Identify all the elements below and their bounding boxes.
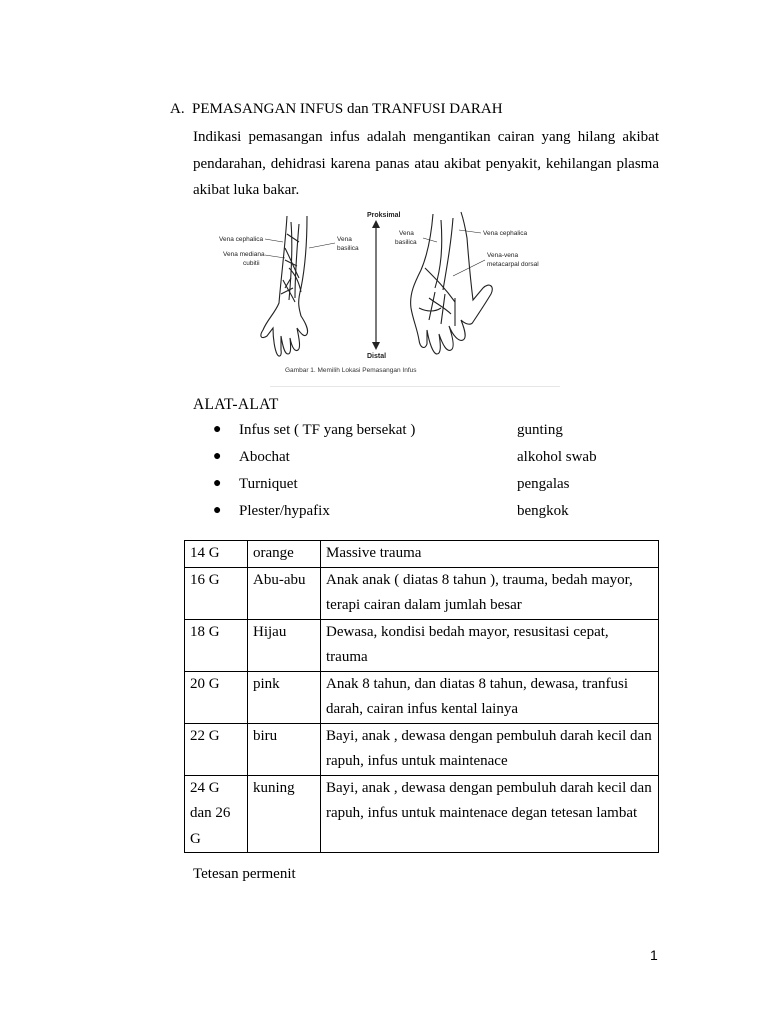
gauge-color-cell: orange bbox=[248, 541, 321, 568]
gauge-color-cell: Hijau bbox=[248, 619, 321, 671]
gauge-color-cell: Abu-abu bbox=[248, 567, 321, 619]
gauge-table bbox=[184, 540, 659, 853]
left-arm-drawing bbox=[261, 216, 308, 356]
list-item bbox=[213, 418, 673, 445]
gauge-use-cell: Anak anak ( diatas 8 tahun ), trauma, bedah mayor, terapi cairan dalam jumlah besar bbox=[321, 567, 659, 619]
tool-name-secondary: bengkok bbox=[517, 503, 569, 519]
gauge-size-cell: 22 G bbox=[185, 723, 248, 775]
drip-rate-heading: Tetesan permenit bbox=[193, 866, 296, 882]
label-metacarpal-dorsal-right: metacarpal dorsal bbox=[487, 261, 539, 268]
list-item bbox=[213, 472, 673, 499]
table-row bbox=[185, 619, 659, 671]
tools-list bbox=[213, 418, 673, 526]
gauge-use-cell: Dewasa, kondisi bedah mayor, resusitasi cepat, trauma bbox=[321, 619, 659, 671]
right-hand-drawing bbox=[411, 212, 493, 354]
label-vena-basilica-right-1: Vena bbox=[399, 230, 414, 237]
gauge-color-cell: pink bbox=[248, 671, 321, 723]
gauge-color-cell: biru bbox=[248, 723, 321, 775]
table-row bbox=[185, 567, 659, 619]
tool-name-secondary: alkohol swab bbox=[517, 449, 597, 465]
table-row bbox=[185, 723, 659, 775]
figure-caption: Gambar 1. Memilih Lokasi Pemasangan Infus bbox=[285, 367, 417, 374]
tool-name-secondary: gunting bbox=[517, 422, 563, 438]
gauge-use-cell: Anak 8 tahun, dan diatas 8 tahun, dewasa, tranfusi darah, cairan infus kental lainya bbox=[321, 671, 659, 723]
gauge-size-cell: 14 G bbox=[185, 541, 248, 568]
figure-divider bbox=[270, 386, 560, 387]
vein-figure bbox=[215, 208, 560, 388]
label-distal: Distal bbox=[367, 353, 387, 360]
label-vena-basilica-right-2: basilica bbox=[395, 239, 417, 246]
gauge-size-cell: 24 G dan 26 G bbox=[185, 775, 248, 853]
gauge-size-cell: 18 G bbox=[185, 619, 248, 671]
bullet-icon: ● bbox=[213, 503, 222, 518]
heading-title: PEMASANGAN INFUS dan TRANFUSI DARAH bbox=[192, 101, 503, 117]
bullet-icon: ● bbox=[213, 422, 222, 437]
heading-marker: A. bbox=[170, 101, 185, 117]
gauge-use-cell: Massive trauma bbox=[321, 541, 659, 568]
tool-name: Infus set ( TF yang bersekat ) bbox=[239, 422, 416, 438]
gauge-color-cell: kuning bbox=[248, 775, 321, 853]
tool-name: Turniquet bbox=[239, 476, 298, 492]
label-cubitii-left: cubitii bbox=[243, 260, 260, 267]
tools-title: ALAT-ALAT bbox=[193, 396, 279, 413]
gauge-use-cell: Bayi, anak , dewasa dengan pembuluh darah kecil dan rapuh, infus untuk maintenace bbox=[321, 723, 659, 775]
table-row bbox=[185, 775, 659, 853]
proximal-distal-axis bbox=[367, 212, 401, 360]
label-vena-mediana-left: Vena mediana bbox=[223, 251, 265, 258]
list-item bbox=[213, 499, 673, 526]
gauge-size-cell: 20 G bbox=[185, 671, 248, 723]
tool-name-secondary: pengalas bbox=[517, 476, 570, 492]
tool-name: Abochat bbox=[239, 449, 290, 465]
list-item bbox=[213, 445, 673, 472]
section-heading bbox=[170, 101, 503, 118]
table-row bbox=[185, 541, 659, 568]
gauge-size-cell: 16 G bbox=[185, 567, 248, 619]
label-vena-basilica-left-1: Vena bbox=[337, 236, 352, 243]
tool-name: Plester/hypafix bbox=[239, 503, 330, 519]
table-row bbox=[185, 671, 659, 723]
bullet-icon: ● bbox=[213, 449, 222, 464]
label-vena-vena-right: Vena-vena bbox=[487, 252, 519, 259]
label-vena-cephalica-right: Vena cephalica bbox=[483, 230, 528, 237]
vein-illustration bbox=[215, 208, 560, 388]
gauge-use-cell: Bayi, anak , dewasa dengan pembuluh darah kecil dan rapuh, infus untuk maintenace degan tetesan lambat bbox=[321, 775, 659, 853]
bullet-icon: ● bbox=[213, 476, 222, 491]
label-vena-cephalica-left: Vena cephalica bbox=[219, 236, 264, 243]
label-proksimal: Proksimal bbox=[367, 212, 401, 219]
page-number: 1 bbox=[650, 947, 658, 963]
label-vena-basilica-left-2: basilica bbox=[337, 245, 359, 252]
indication-paragraph: Indikasi pemasangan infus adalah mengantikan cairan yang hilang akibat pendarahan, dehidrasi karena panas atau akibat penyakit, kehilangan plasma akibat luka bakar. bbox=[193, 129, 659, 198]
